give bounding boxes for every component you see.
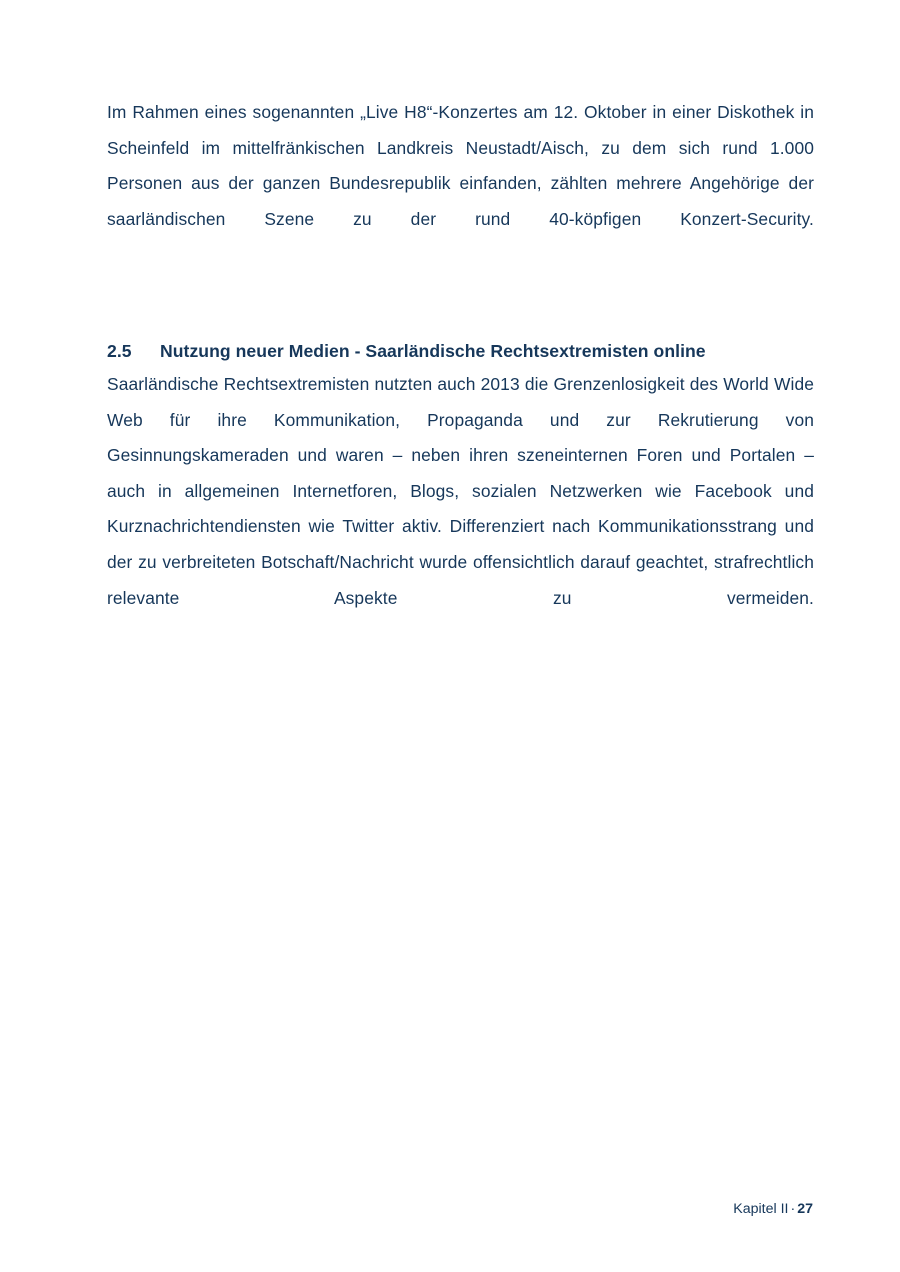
section-title: Nutzung neuer Medien - Saarländische Rechtsextremisten online [160, 340, 706, 361]
section-heading [107, 336, 814, 367]
footer-chapter-label: Kapitel II [733, 1201, 789, 1217]
footer-page-number: 27 [797, 1201, 813, 1217]
content-column [107, 95, 814, 652]
intro-paragraph: Im Rahmen eines sogenannten „Live H8“-Konzertes am 12. Oktober in einer Diskothek in Scheinfeld im mittelfränkischen Landkreis Neustadt/Aisch, zu dem sich rund 1.000 Personen aus der ganzen Bundesrepublik einfanden, zählten mehrere Angehörige der saarländischen Szene zu der rund 40-köpfigen Konzert-Security. [107, 102, 814, 229]
section-paragraph: Saarländische Rechtsextremisten nutzten auch 2013 die Grenzenlosigkeit des World Wide Web für ihre Kommunikation, Propaganda und zur Rekrutierung von Gesinnungskameraden und waren – neben ihren szeneinternen Foren und Portalen – auch in allgemeinen Internetforen, Blogs, sozialen Netzwerken wie Facebook und Kurznachrichtendiensten wie Twitter aktiv. Differenziert nach Kommunikationsstrang und der zu verbreiteten Botschaft/Nachricht wurde offensichtlich darauf geachtet, strafrechtlich relevante Aspekte zu vermeiden. [107, 373, 814, 608]
section-number: 2.5 [107, 340, 132, 361]
page-footer [733, 1200, 813, 1218]
footer-separator: · [790, 1201, 796, 1217]
section-2-5 [107, 336, 814, 652]
